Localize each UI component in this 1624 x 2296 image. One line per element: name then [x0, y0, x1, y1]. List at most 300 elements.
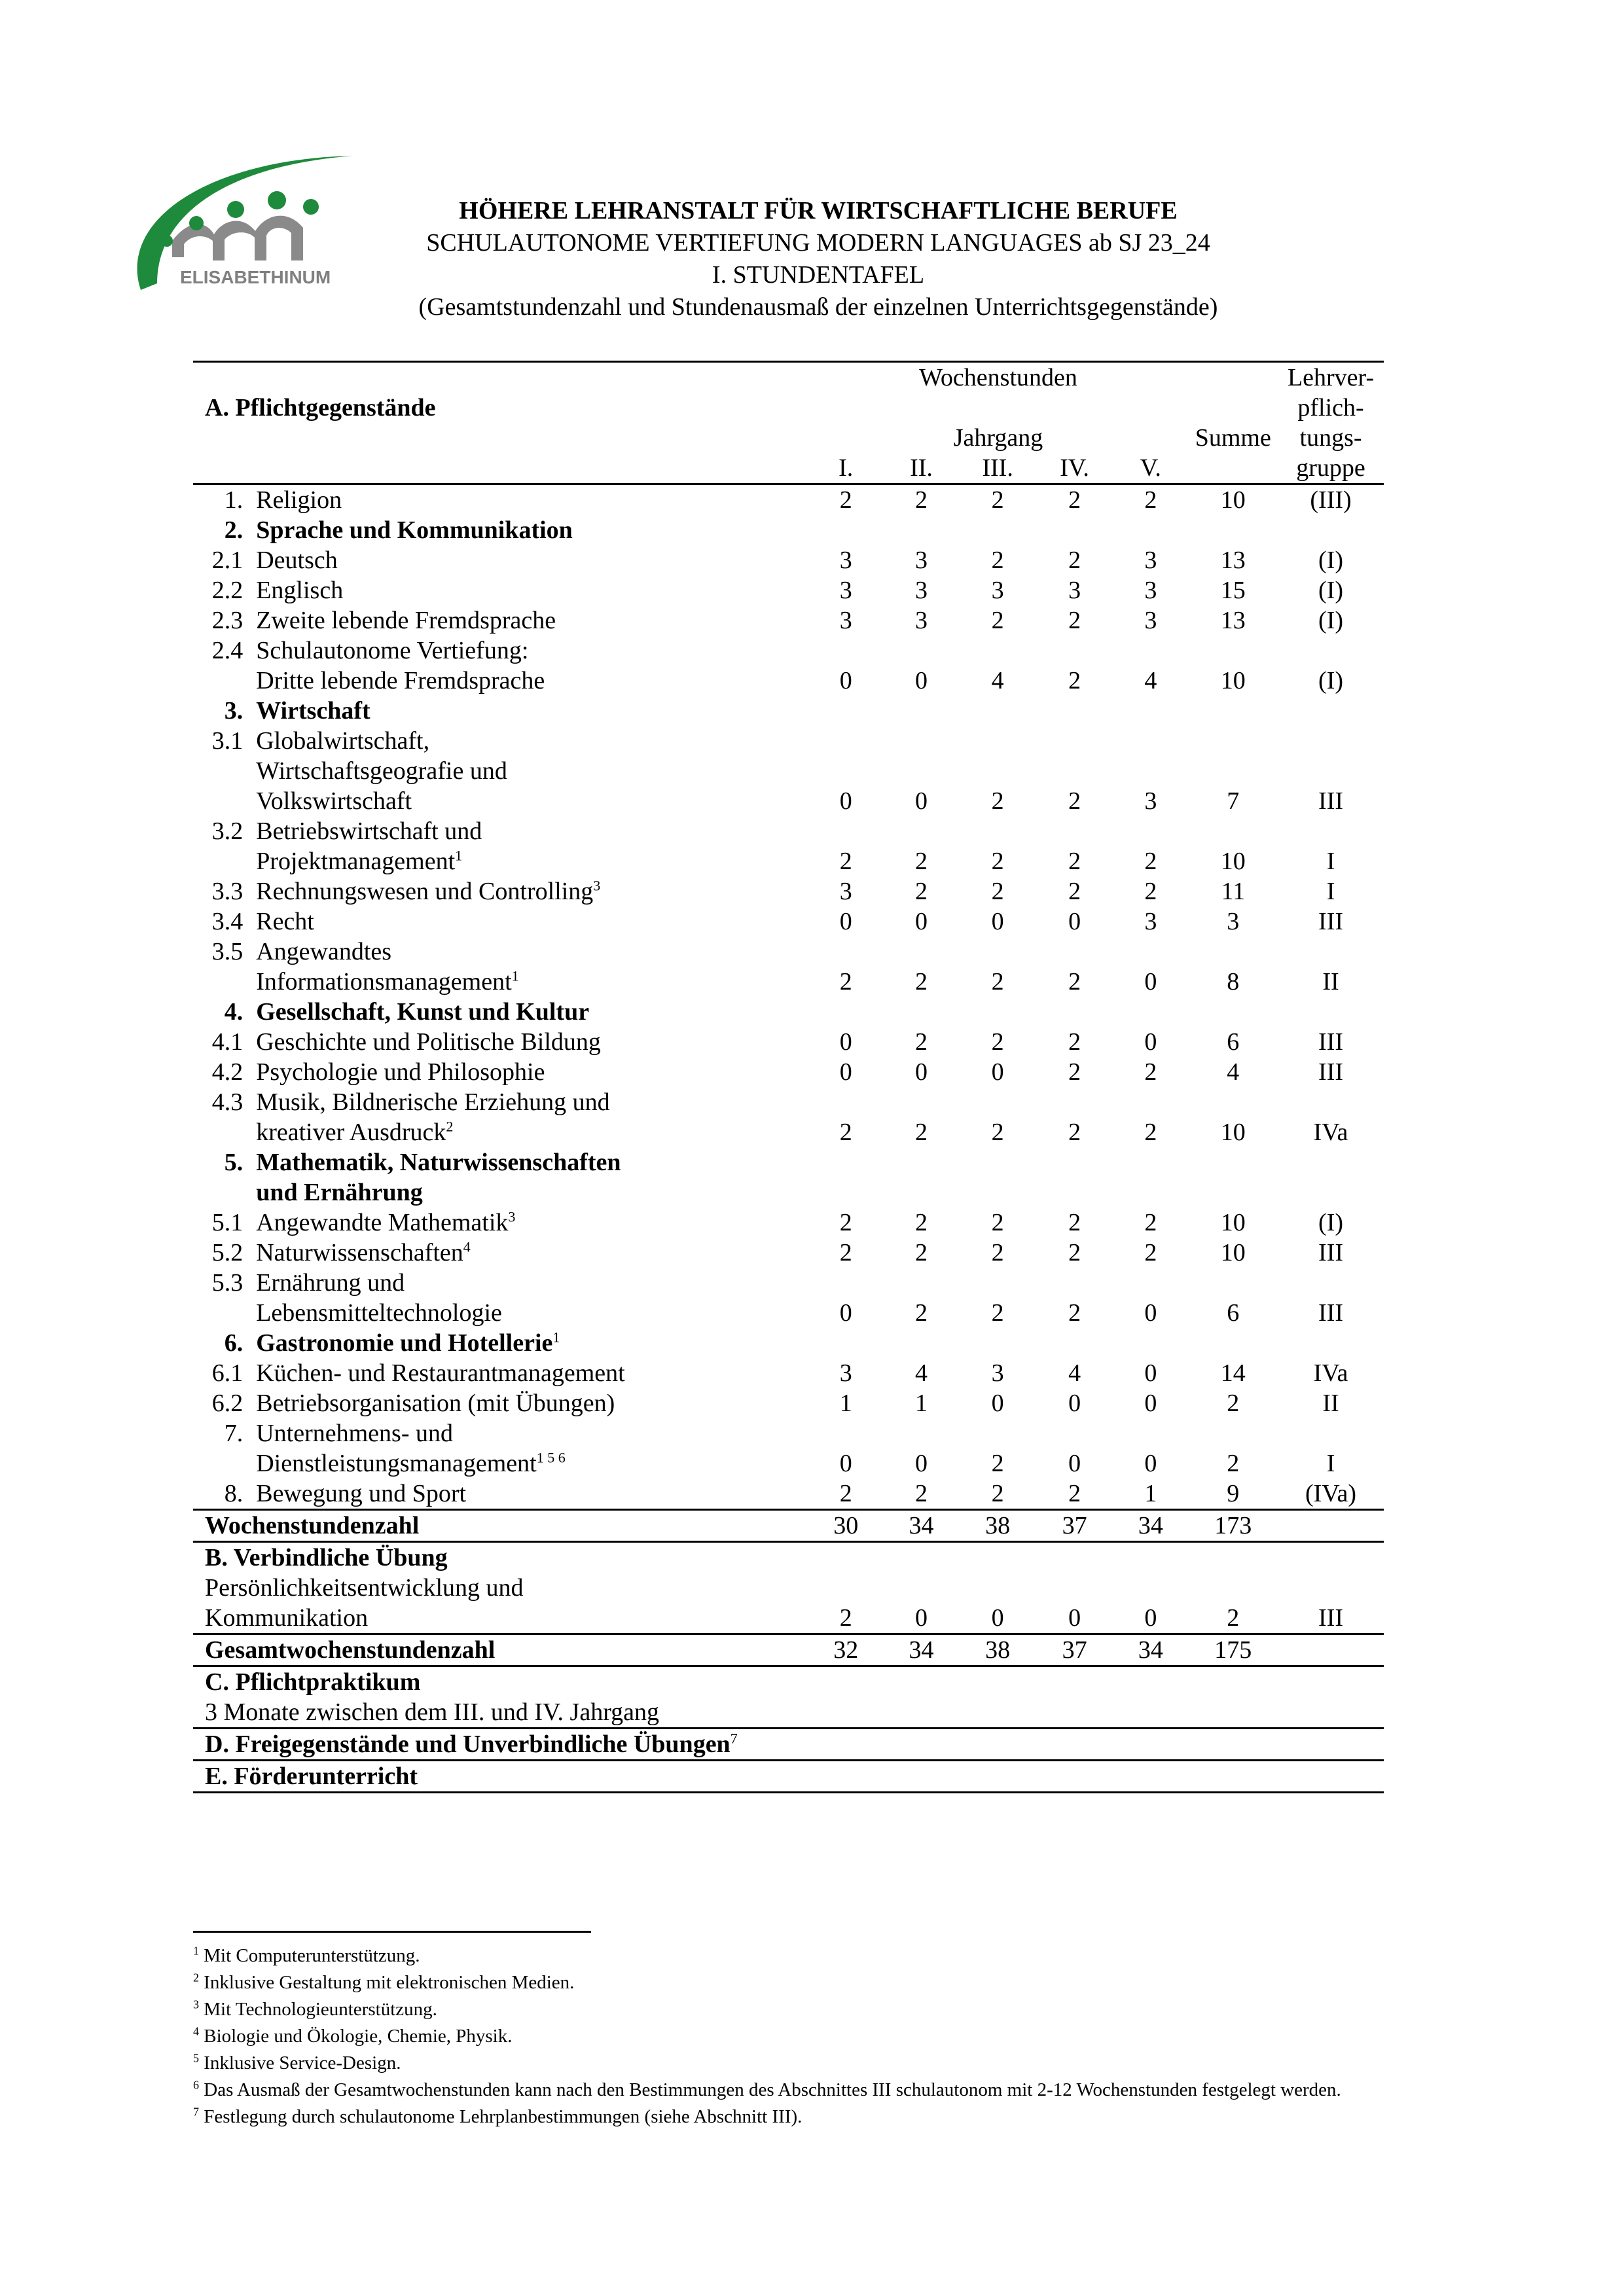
document-header	[353, 195, 1283, 323]
subject-number: 2.	[224, 516, 244, 544]
hours-cell: 2	[991, 486, 1004, 514]
hours-cell: 3	[1144, 908, 1157, 935]
hours-cell	[1113, 1177, 1188, 1208]
subject-number	[193, 846, 249, 876]
subject-number: 2.1	[211, 547, 244, 574]
subject-row	[193, 1448, 1384, 1479]
subject-name	[249, 515, 808, 545]
hours-cell: 2	[1144, 1058, 1157, 1086]
group-cell: I	[1326, 848, 1335, 875]
hours-cell	[1113, 1147, 1188, 1177]
subject-row	[193, 1087, 1384, 1117]
subject-label: Lebensmitteltechnologie	[256, 1299, 502, 1327]
subject-label: Geschichte und Politische Bildung	[256, 1028, 601, 1056]
hours-cell: 0	[915, 667, 928, 694]
hours-cell: 2	[991, 1450, 1004, 1477]
hours-cell: 2	[991, 1119, 1004, 1146]
hours-cell: 2	[1068, 486, 1081, 514]
subject-name	[249, 636, 808, 666]
subject-row	[193, 666, 1384, 696]
subject-row	[193, 1238, 1384, 1268]
subject-name	[249, 1208, 808, 1238]
subject-number: 3.2	[211, 817, 244, 845]
hours-cell	[884, 1328, 959, 1358]
footnote-ref: 1	[455, 847, 463, 864]
subject-row	[193, 1177, 1384, 1208]
subject-row	[193, 1117, 1384, 1147]
section-d-title	[193, 1729, 1384, 1761]
subject-name	[249, 1268, 808, 1298]
subject-label: und Ernährung	[256, 1179, 423, 1206]
school-logo	[128, 149, 363, 293]
hours-cell	[1036, 1328, 1113, 1358]
subject-name	[249, 1087, 808, 1117]
subject-name	[249, 1479, 808, 1510]
subject-label: Naturwissenschaften	[256, 1239, 463, 1266]
subject-number: 6.2	[211, 1390, 244, 1417]
subject-number: 3.	[224, 697, 244, 725]
hours-cell: 1	[915, 1390, 928, 1417]
hours-cell: 4	[1068, 1359, 1081, 1387]
hours-cell: 2	[915, 878, 928, 905]
hours-cell: 2	[991, 1480, 1004, 1507]
hours-cell: 0	[884, 1603, 959, 1634]
group-cell: (I)	[1318, 607, 1344, 634]
subject-name	[249, 1147, 808, 1177]
wochenstundenzahl-label: Wochenstundenzahl	[193, 1510, 808, 1542]
subject-number: 6.	[224, 1329, 244, 1357]
group-cell: (I)	[1318, 577, 1344, 604]
footnote-ref: 1	[552, 1329, 560, 1346]
subject-label: Rechnungswesen und Controlling	[256, 878, 594, 905]
hours-cell: 0	[1144, 1028, 1157, 1056]
hours-cell: 2	[1144, 878, 1157, 905]
section-c-title: C. Pflichtpraktikum	[205, 1668, 421, 1696]
sum-cell	[1188, 1087, 1278, 1117]
lehrver-header-4: gruppe	[1278, 453, 1384, 484]
footnote-text: Das Ausmaß der Gesamtwochenstunden kann nach den Bestimmungen des Abschnittes III schulautonom mit 2-12 Wochenstunden festgelegt werden.	[204, 2079, 1341, 2100]
hours-cell: 2	[991, 848, 1004, 875]
hours-cell: 2	[991, 607, 1004, 634]
subject-number: 5.3	[211, 1269, 244, 1297]
subject-number: 3.1	[211, 727, 244, 755]
subject-number	[193, 1298, 249, 1328]
subject-label: Betriebswirtschaft und	[256, 817, 482, 845]
hours-cell: 0	[1113, 1603, 1188, 1634]
group-cell	[1278, 515, 1384, 545]
subject-name	[249, 937, 808, 967]
footnote-mark: 2	[193, 1971, 199, 1984]
subject-row	[193, 1479, 1384, 1510]
hours-cell: 2	[1144, 1209, 1157, 1236]
hours-cell: 1	[1144, 1480, 1157, 1507]
sum-cell: 13	[1220, 607, 1246, 634]
subject-number: 2.2	[211, 577, 244, 604]
hours-cell	[808, 515, 884, 545]
hours-cell: 2	[991, 878, 1004, 905]
hours-cell: 2	[991, 1028, 1004, 1056]
hours-cell	[959, 1268, 1036, 1298]
total-cell: 34	[884, 1634, 959, 1666]
total-cell: 37	[1036, 1634, 1113, 1666]
hours-cell	[808, 696, 884, 726]
subject-label: Religion	[256, 486, 342, 514]
group-cell	[1278, 1087, 1384, 1117]
hours-cell	[1113, 1418, 1188, 1448]
section-b-line: Persönlichkeitsentwicklung und	[205, 1574, 524, 1602]
hours-cell	[1113, 515, 1188, 545]
sum-cell	[1188, 1177, 1278, 1208]
subject-number: 6.1	[211, 1359, 244, 1387]
sum-cell: 2	[1227, 1450, 1240, 1477]
hours-cell: 0	[839, 1299, 852, 1327]
footnote	[193, 2023, 1371, 2050]
hours-cell: 2	[915, 486, 928, 514]
sum-cell: 14	[1220, 1359, 1246, 1387]
sum-cell: 2	[1227, 1390, 1240, 1417]
subject-name	[249, 575, 808, 605]
subject-name	[249, 696, 808, 726]
subject-name	[249, 1298, 808, 1328]
summe-header: Summe	[1195, 424, 1271, 452]
hours-cell: 2	[991, 968, 1004, 996]
hours-cell: 0	[1068, 1450, 1081, 1477]
subject-label: Küchen- und Restaurantmanagement	[256, 1359, 625, 1387]
total-cell: 34	[884, 1510, 959, 1542]
subject-number	[193, 1448, 249, 1479]
section-b-line: Kommunikation	[193, 1603, 808, 1634]
hours-cell: 2	[1068, 607, 1081, 634]
hours-cell: 0	[839, 1058, 852, 1086]
hours-cell	[1113, 1328, 1188, 1358]
footnote-ref: 2	[446, 1118, 454, 1135]
subject-name	[249, 1238, 808, 1268]
subject-name	[249, 1448, 808, 1479]
subject-number: 4.1	[211, 1028, 244, 1056]
hours-cell	[1113, 726, 1188, 756]
subject-name	[249, 484, 808, 516]
group-cell	[1278, 1147, 1384, 1177]
hours-cell: 2	[991, 787, 1004, 815]
hours-cell: 0	[839, 787, 852, 815]
sum-cell	[1188, 816, 1278, 846]
hours-cell	[808, 636, 884, 666]
footnote	[193, 1943, 1371, 1969]
group-cell: III	[1318, 1058, 1344, 1086]
group-cell: III	[1318, 787, 1344, 815]
hours-cell	[959, 1087, 1036, 1117]
hours-cell: 2	[915, 848, 928, 875]
footnote-ref: 1 5 6	[536, 1449, 566, 1466]
subject-number: 5.2	[211, 1239, 244, 1266]
sum-cell: 11	[1221, 878, 1246, 905]
hours-cell: 0	[839, 1028, 852, 1056]
footnote-text: Mit Computerunterstützung.	[204, 1945, 420, 1966]
hours-cell: 2	[1144, 486, 1157, 514]
subject-row	[193, 605, 1384, 636]
hours-cell: 2	[839, 1480, 852, 1507]
sum-cell: 10	[1220, 1239, 1246, 1266]
hours-cell	[959, 1147, 1036, 1177]
hours-cell: 0	[1036, 1603, 1113, 1634]
group-cell: (III)	[1310, 486, 1352, 514]
subject-label: Betriebsorganisation (mit Übungen)	[256, 1390, 615, 1417]
specialization-line: SCHULAUTONOME VERTIEFUNG MODERN LANGUAGES ab SJ 23_24	[426, 229, 1210, 257]
subject-name	[249, 876, 808, 906]
subject-number	[193, 786, 249, 816]
hours-cell: 3	[839, 547, 852, 574]
subject-label: Gesellschaft, Kunst und Kultur	[256, 998, 590, 1026]
group-cell	[1278, 726, 1384, 756]
footnote	[193, 1996, 1371, 2023]
footnote-text: Inklusive Gestaltung mit elektronischen Medien.	[204, 1972, 575, 1993]
jahrgang-header: Jahrgang	[953, 424, 1043, 452]
subject-label: Informationsmanagement	[256, 968, 512, 996]
subject-name	[249, 726, 808, 756]
sum-cell: 13	[1220, 547, 1246, 574]
hours-cell: 0	[839, 1450, 852, 1477]
hours-cell: 2	[1068, 1119, 1081, 1146]
hours-cell	[1036, 696, 1113, 726]
hours-cell: 3	[839, 607, 852, 634]
hours-cell: 0	[915, 908, 928, 935]
group-cell: III	[1278, 1603, 1384, 1634]
sum-cell: 7	[1227, 787, 1240, 815]
hours-cell: 2	[808, 1603, 884, 1634]
sum-cell	[1188, 515, 1278, 545]
group-cell	[1278, 1328, 1384, 1358]
group-cell	[1278, 1177, 1384, 1208]
group-cell: (IVa)	[1305, 1480, 1357, 1507]
subject-number	[193, 666, 249, 696]
hours-cell: 3	[1144, 787, 1157, 815]
hours-cell: 2	[839, 1239, 852, 1266]
subject-number	[193, 756, 249, 786]
group-cell	[1278, 1268, 1384, 1298]
hours-cell	[808, 1328, 884, 1358]
hours-cell: 2	[1068, 1239, 1081, 1266]
hours-cell	[884, 997, 959, 1027]
hours-cell	[1113, 816, 1188, 846]
sum-cell	[1188, 726, 1278, 756]
timetable	[193, 361, 1384, 1793]
hours-cell	[1036, 1418, 1113, 1448]
subject-number: 2.3	[211, 607, 244, 634]
footnote-mark: 5	[193, 2051, 199, 2065]
group-cell: I	[1326, 878, 1335, 905]
hours-cell: 2	[1068, 848, 1081, 875]
hours-cell	[959, 816, 1036, 846]
total-cell: 32	[808, 1634, 884, 1666]
footnote	[193, 1969, 1371, 1996]
subject-row	[193, 937, 1384, 967]
total-sum: 173	[1188, 1510, 1278, 1542]
subject-row	[193, 1328, 1384, 1358]
hours-cell: 2	[1068, 667, 1081, 694]
hours-cell	[959, 515, 1036, 545]
subject-name	[249, 1388, 808, 1418]
sum-cell: 9	[1227, 1480, 1240, 1507]
subject-row	[193, 906, 1384, 937]
hours-cell: 0	[1068, 908, 1081, 935]
subject-name	[249, 1177, 808, 1208]
subject-row	[193, 1208, 1384, 1238]
group-cell	[1278, 696, 1384, 726]
hours-cell: 0	[915, 1058, 928, 1086]
subject-label: Dritte lebende Fremdsprache	[256, 667, 545, 694]
subject-name	[249, 786, 808, 816]
hours-cell: 0	[915, 787, 928, 815]
hours-cell: 2	[915, 968, 928, 996]
footnote-ref: 3	[593, 877, 601, 894]
footnote-mark: 6	[193, 2078, 199, 2092]
hours-cell	[884, 756, 959, 786]
hours-cell	[808, 726, 884, 756]
hours-cell	[1113, 1087, 1188, 1117]
subject-name	[249, 816, 808, 846]
hours-cell	[1036, 756, 1113, 786]
hours-cell	[959, 937, 1036, 967]
subject-number: 8.	[224, 1480, 244, 1507]
subject-number: 5.	[224, 1149, 244, 1176]
sum-cell	[1188, 1328, 1278, 1358]
subject-label: Wirtschaft	[256, 697, 370, 725]
group-cell: III	[1318, 1028, 1344, 1056]
hours-cell: 2	[1068, 878, 1081, 905]
subject-label: Deutsch	[256, 547, 338, 574]
hours-cell	[1036, 1268, 1113, 1298]
subject-number: 5.1	[211, 1209, 244, 1236]
subject-label: Schulautonome Vertiefung:	[256, 637, 529, 664]
subject-row	[193, 846, 1384, 876]
hours-cell	[959, 696, 1036, 726]
group-cell: II	[1322, 1390, 1339, 1417]
hours-cell: 0	[1068, 1390, 1081, 1417]
group-cell: III	[1318, 1239, 1344, 1266]
hours-cell: 0	[839, 908, 852, 935]
subject-name	[249, 1358, 808, 1388]
hours-cell: 2	[915, 1299, 928, 1327]
hours-cell: 2	[915, 1239, 928, 1266]
school-title: HÖHERE LEHRANSTALT FÜR WIRTSCHAFTLICHE BERUFE	[459, 197, 1178, 224]
hours-cell: 2	[839, 1119, 852, 1146]
hours-cell: 2	[839, 486, 852, 514]
hours-cell	[1113, 636, 1188, 666]
subject-label: kreativer Ausdruck	[256, 1119, 446, 1146]
year-header: IV.	[1036, 453, 1113, 484]
hours-cell: 2	[1068, 1028, 1081, 1056]
group-cell: (I)	[1318, 1209, 1344, 1236]
subject-name	[249, 1057, 808, 1087]
hours-cell: 3	[915, 607, 928, 634]
hours-cell	[1036, 636, 1113, 666]
sum-cell	[1188, 997, 1278, 1027]
subject-label: Zweite lebende Fremdsprache	[256, 607, 556, 634]
subject-name	[249, 1027, 808, 1057]
hours-cell	[1036, 1177, 1113, 1208]
hours-cell: 2	[991, 1239, 1004, 1266]
footnote-mark: 7	[193, 2105, 199, 2119]
hours-cell: 2	[1144, 1239, 1157, 1266]
sum-cell	[1188, 1418, 1278, 1448]
subject-number	[193, 1117, 249, 1147]
lehrver-header-3: tungs-	[1299, 424, 1362, 452]
subject-row	[193, 1057, 1384, 1087]
hours-cell: 2	[991, 547, 1004, 574]
subject-row	[193, 1358, 1384, 1388]
subject-name	[249, 1117, 808, 1147]
hours-cell: 2	[1068, 1209, 1081, 1236]
group-cell	[1278, 997, 1384, 1027]
group-cell: II	[1322, 968, 1339, 996]
hours-cell	[959, 1418, 1036, 1448]
sum-cell: 10	[1220, 486, 1246, 514]
hours-cell: 2	[1068, 1058, 1081, 1086]
subject-number: 3.5	[211, 938, 244, 965]
subject-number: 4.	[224, 998, 244, 1026]
subject-number: 4.2	[211, 1058, 244, 1086]
total-cell: 38	[959, 1634, 1036, 1666]
hours-cell: 2	[915, 1119, 928, 1146]
hours-cell	[884, 515, 959, 545]
sum-cell	[1188, 696, 1278, 726]
hours-cell	[884, 1268, 959, 1298]
hours-cell	[1036, 515, 1113, 545]
hours-cell	[1036, 726, 1113, 756]
footnote-ref: 3	[508, 1208, 516, 1225]
sum-cell: 10	[1220, 667, 1246, 694]
subject-name	[249, 1328, 808, 1358]
group-cell	[1278, 1418, 1384, 1448]
subject-name	[249, 1418, 808, 1448]
subject-row	[193, 967, 1384, 997]
year-header: I.	[808, 453, 884, 484]
hours-cell: 3	[839, 1359, 852, 1387]
logo-text: ELISABETHINUM	[180, 267, 331, 287]
sum-cell: 10	[1220, 1209, 1246, 1236]
hours-cell	[1036, 816, 1113, 846]
subject-label: Projektmanagement	[256, 848, 456, 875]
sum-cell: 10	[1220, 848, 1246, 875]
hours-cell: 2	[839, 1209, 852, 1236]
subject-number: 3.4	[211, 908, 244, 935]
subject-row	[193, 756, 1384, 786]
hours-cell: 1	[839, 1390, 852, 1417]
total-cell: 34	[1113, 1510, 1188, 1542]
hours-cell: 2	[1068, 547, 1081, 574]
subject-name	[249, 967, 808, 997]
hours-cell	[884, 816, 959, 846]
hours-cell	[1036, 1087, 1113, 1117]
hours-cell: 2	[1144, 848, 1157, 875]
hours-cell: 2	[915, 1028, 928, 1056]
footnote-ref: 1	[511, 967, 519, 984]
subject-number: 7.	[224, 1420, 244, 1447]
subject-row	[193, 997, 1384, 1027]
hours-cell	[884, 1418, 959, 1448]
sum-cell: 10	[1220, 1119, 1246, 1146]
hours-cell	[808, 1147, 884, 1177]
subject-row	[193, 1268, 1384, 1298]
subject-row	[193, 1147, 1384, 1177]
hours-cell: 4	[1144, 667, 1157, 694]
hours-cell	[808, 1087, 884, 1117]
hours-cell	[959, 726, 1036, 756]
hours-cell	[884, 726, 959, 756]
section-e-title: E. Förderunterricht	[193, 1761, 1384, 1793]
hours-cell: 0	[1144, 968, 1157, 996]
subject-label: Angewandtes	[256, 938, 392, 965]
